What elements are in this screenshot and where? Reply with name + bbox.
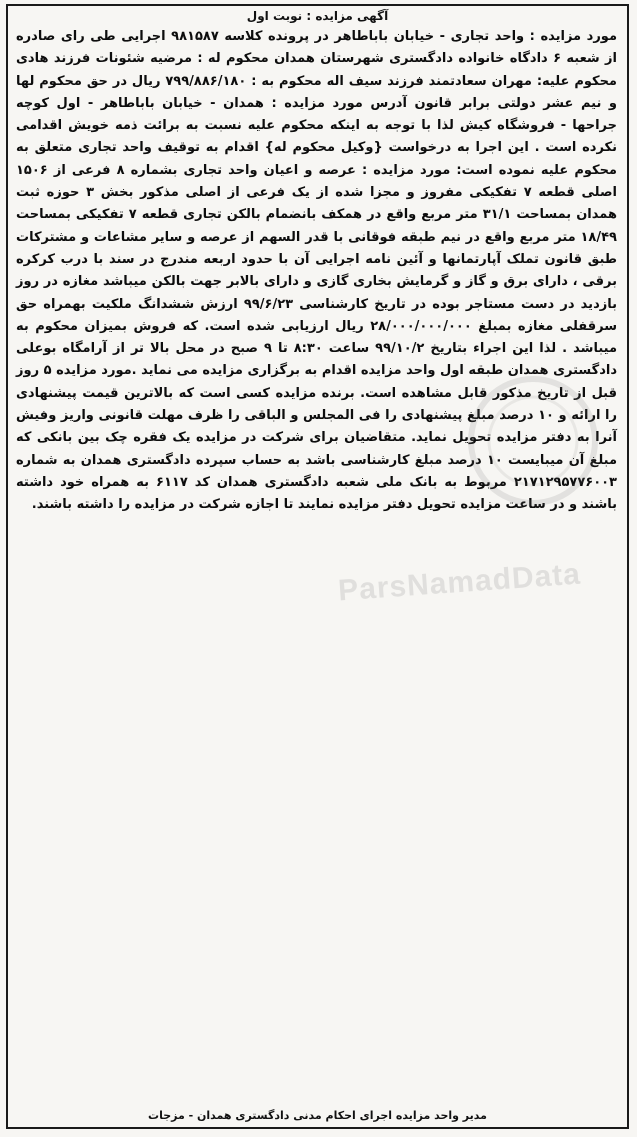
watermark-text: ParsNamadData (337, 557, 582, 608)
notice-heading: آگهی مزایده : نوبت اول (246, 9, 389, 23)
notice-frame (6, 4, 629, 1129)
notice-body-paragraph: مورد مزایده : واحد تجاری - خیابان باباطاهر در پرونده کلاسه ۹۸۱۵۸۷ اجرایی طی رای صادره از شعبه ۶ دادگاه خانواده دادگستری شهرستان همدان محکوم له : مرضیه شئونات فرزند هادی محکوم علیه: مهران سعادتمند فرزند سیف اله محکوم به : ۷۹۹/۸۸۶/۱۸۰ ریال در حق محکوم لها و نیم عشر دولتی برابر قانون آدرس مورد مزایده : همدان - خیابان باباطاهر - اول کوچه جراحها - فروشگاه کیش لذا با توجه به اینکه محکوم علیه نسبت به برائت ذمه خویش اقدامی نکرده است . این اجرا به درخواست {وکیل محکوم له} اقدام به توقیف واحد تجاری متعلق به محکوم علیه نموده است: مورد مزایده : عرصه و اعیان واحد تجاری بشماره ۸ فرعی از ۱۵۰۶ اصلی قطعه ۷ تفکیکی مفروز و مجزا شده از یک فرعی از اصلی مذکور بخش ۳ حوزه ثبت همدان بمساحت ۳۱/۱ متر مربع واقع در همکف بانضمام بالکن تجاری قطعه ۷ تفکیکی بمساحت ۱۸/۴۹ متر مربع واقع در نیم طبقه فوقانی با قدر السهم از عرصه و سایر مشاعات و مشترکات طبق قانون تملک آپارتمانها و آئین نامه اجرایی آن با حدود اربعه مندرج در سند با درب کرکره برقی ، دارای برق و گاز و گرمایش بخاری گازی و دارای بالابر جهت بالکن میباشد مغازه در روز بازدید در دست مستاجر بوده در تاریخ کارشناسی ۹۹/۶/۲۳ ارزش ششدانگ ملکیت بهمراه حق سرقفلی مغازه بمبلغ ۲۸/۰۰۰/۰۰۰/۰۰۰ ریال ارزیابی شده است. که فروش بمیزان محکوم به میباشد . لذا این اجراء بتاریخ ۹۹/۱۰/۲ ساعت ۸:۳۰ تا ۹ صبح در محل بالا تر از آرامگاه بوعلی دادگستری همدان طبقه اول واحد مزایده اقدام به برگزاری مزایده می نماید .مورد مزایده ۵ روز قبل از تاریخ مذکور قابل مشاهده است. برنده مزایده کسی است که بالاترین قیمت پیشنهادی را ارائه و ۱۰ درصد مبلغ پیشنهادی را فی المجلس و الباقی را ظرف مهلت قانونی واریز وفیش آنرا به دفتر مزایده تحویل نماید. متقاضیان برای شرکت در مزایده یک فقره چک بین بانکی که مبلغ آن میبایست ۱۰ درصد مبلغ کارشناسی باشد به حساب سپرده دادگستری همدان به شماره ۲۱۷۱۲۹۵۷۷۶۰۰۳ مربوط به بانک ملی شعبه دادگستری همدان کد ۶۱۱۷ به همراه خود داشته باشند و در ساعت مزایده تحویل دفتر مزایده نمایند تا اجازه شرکت در مزایده را داشته باشند. (16, 29, 618, 513)
notice-footer: مدیر واحد مزایده اجرای احکام مدنی دادگستری همدان - مزجات (148, 1109, 487, 1122)
notice-body (8, 26, 627, 517)
